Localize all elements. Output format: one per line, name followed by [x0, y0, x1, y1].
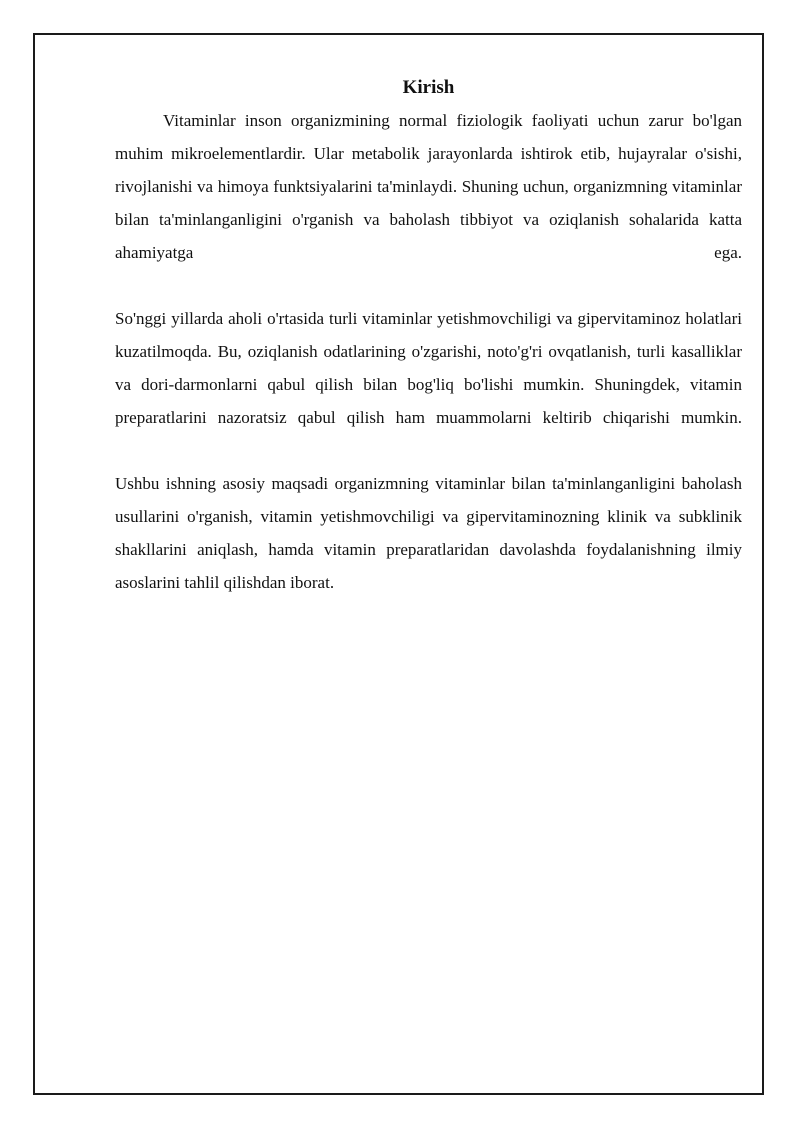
paragraph-spacer — [115, 269, 742, 302]
document-title: Kirish — [402, 77, 455, 98]
paragraph-spacer — [115, 434, 742, 467]
paragraph-trends: So'nggi yillarda aholi o'rtasida turli vitaminlar yetishmovchiligi va gipervitaminoz holatlari kuzatilmoqda. Bu, oziqlanish odatlarining o'zgarishi, noto'g'ri ovqatlanish, turli kasalliklar va dori-darmonlarni qabul qilish bilan bog'liq bo'lishi mumkin. Shuningdek, vitamin preparatlarini nazoratsiz qabul qilish ham muammolarni keltirib chiqarishi mumkin. — [115, 309, 742, 427]
paragraph-aim: Ushbu ishning asosiy maqsadi organizmning vitaminlar bilan ta'minlanganligini baholash usullarini o'rganish, vitamin yetishmovchiligi va gipervitaminozning klinik va subklinik shakllarini aniqlash, hamda vitamin preparatlaridan davolashda foydalanishning ilmiy asoslarini tahlil qilishdan iborat. — [115, 474, 742, 592]
document-body — [115, 75, 742, 599]
paragraph-intro: Vitaminlar inson organizmining normal fiziologik faoliyati uchun zarur bo'lgan muhim mikroelementlardir. Ular metabolik jarayonlarda ishtirok etib, hujayralar o'sishi, rivojlanishi va himoya funktsiyalarini ta'minlaydi. Shuning uchun, organizmning vitaminlar bilan ta'minlanganligini o'rganish va baholash tibbiyot va oziqlanish sohalarida katta ahamiyatga ega. — [115, 111, 742, 262]
